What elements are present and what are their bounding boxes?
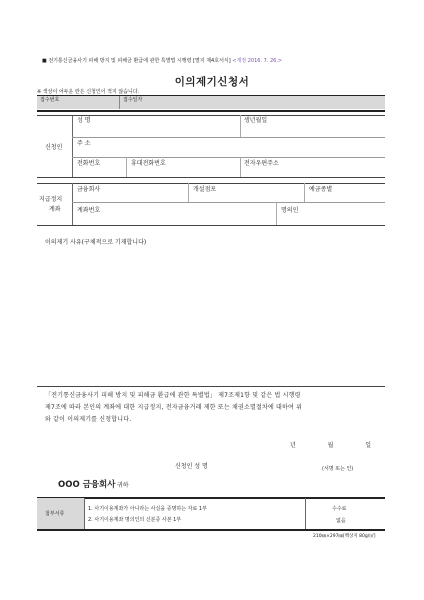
birthdate-label[interactable]: 생년월일 <box>244 117 268 124</box>
receipt-date-label: 접수일자 <box>123 97 143 103</box>
date-line <box>290 440 373 449</box>
attachments-divider-left <box>84 498 85 529</box>
holder-divider <box>276 202 277 225</box>
branch-divider <box>188 183 189 202</box>
attachments-divider-right <box>305 498 306 529</box>
fee-label: 수수료 <box>332 506 347 512</box>
applicant-section-label: 신청인 <box>45 144 63 151</box>
instruction-note: ※ 색상이 어두운 란은 신청인이 적지 않습니다. <box>37 89 140 95</box>
name-label[interactable]: 성 명 <box>77 117 91 124</box>
attachment-item-1: 1. 사기이용계좌가 아니라는 사실을 증명하는 자료 1부 <box>88 506 207 512</box>
receipt-bottom-rule <box>37 110 385 112</box>
attachments-label: 첨부서류 <box>45 511 65 517</box>
account-bottom-rule <box>37 225 385 226</box>
attachments-top-rule <box>37 497 385 499</box>
form-title: 이의제기신청서 <box>174 76 250 88</box>
declaration-statement <box>45 390 375 426</box>
mobile-divider <box>126 157 127 177</box>
fee-value: 없음 <box>336 518 346 524</box>
attachment-item-2: 2. 사기이용계좌 명의인의 신분증 사본 1부 <box>88 517 182 523</box>
receipt-number-label: 접수번호 <box>40 97 60 103</box>
address-label[interactable]: 주 소 <box>77 140 91 147</box>
applicant-bottom-rule <box>37 177 385 178</box>
address-top-rule <box>72 137 385 138</box>
account-middle-rule <box>72 202 385 203</box>
account-section-label-2: 계좌 <box>49 206 61 213</box>
account-left-divider <box>72 183 73 225</box>
deposit-type-divider <box>304 183 305 202</box>
branch-label[interactable]: 개설점포 <box>193 186 217 193</box>
statement-line-3: 와 같이 이의제기를 신청합니다. <box>45 416 132 423</box>
account-top-rule <box>37 183 385 184</box>
reason-box[interactable] <box>37 231 385 386</box>
account-section-label-1: 지급정지 <box>39 196 63 203</box>
addressee-name: OOO 금융회사 <box>58 480 116 490</box>
date-day: 일 <box>365 442 374 449</box>
reason-label: 이의제기 사유(구체적으로 기재합니다) <box>45 239 147 246</box>
attachments-bottom-rule <box>37 529 385 531</box>
signature-note: (서명 또는 인) <box>322 466 354 472</box>
email-divider <box>240 157 241 177</box>
statement-line-2: 제7조에 따라 본인의 계좌에 대한 지급정지, 전자금융거래 제한 또는 채권소멸절차에 대하여 위 <box>45 404 303 411</box>
signature-label: 신청인 성 명 <box>175 463 208 470</box>
applicant-top-rule <box>37 115 385 116</box>
holder-label[interactable]: 명의인 <box>281 207 299 214</box>
addressee-honorific: 귀하 <box>117 482 129 489</box>
amendment-date: <개정 2016. 7. 26.> <box>232 58 283 64</box>
institution-label[interactable]: 금융회사 <box>77 186 101 193</box>
paper-spec: 210㎜×297㎜[백상지 80g/㎡] <box>313 534 376 539</box>
receipt-row <box>37 96 385 109</box>
account-number-label[interactable]: 계좌번호 <box>77 207 101 214</box>
birthdate-divider <box>240 115 241 137</box>
applicant-left-divider <box>72 115 73 177</box>
reason-bottom-rule <box>37 386 385 387</box>
mobile-label[interactable]: 휴대전화번호 <box>131 160 166 167</box>
law-reference <box>42 58 282 64</box>
law-reference-text: ■ 전기통신금융사기 피해 방지 및 피해금 환급에 관한 특별법 시행령 [별지 제4호서식] <box>42 58 231 64</box>
date-month: 월 <box>327 442 336 449</box>
receipt-divider <box>119 96 120 109</box>
email-label[interactable]: 전자우편주소 <box>244 160 279 167</box>
statement-line-1: 「전기통신금융사기 피해 방지 및 피해금 환급에 관한 특별법」 제7조제1항 및 같은 법 시행령 <box>45 392 301 399</box>
date-year: 년 <box>290 442 298 449</box>
deposit-type-label[interactable]: 예금종별 <box>309 186 333 193</box>
phone-label[interactable]: 전화번호 <box>77 160 101 167</box>
phone-top-rule <box>72 157 385 158</box>
